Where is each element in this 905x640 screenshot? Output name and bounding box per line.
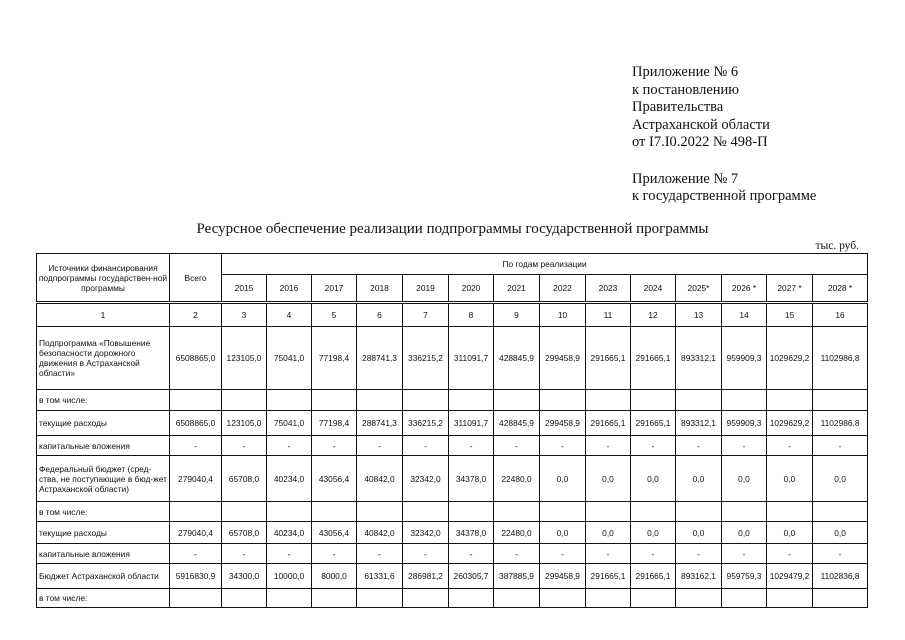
row-source-label: в том числе: [37,502,170,522]
year-value: 40234,0 [267,522,312,544]
resource-table [36,253,868,608]
year-value: 288741,3 [357,327,403,390]
year-value: 959909,3 [722,411,767,436]
head-total: Всего [170,254,222,303]
year-value: 299458,9 [540,411,586,436]
year-value: 0,0 [676,522,722,544]
year-value: 0,0 [631,456,676,502]
year-value [767,589,813,608]
year-value: 260305,7 [449,564,494,589]
year-value: 65708,0 [222,456,267,502]
year-value: 0,0 [540,456,586,502]
year-value [813,502,868,522]
year-value: - [312,436,357,456]
row-total: 5916830,9 [170,564,222,589]
column-number: 1 [37,303,170,327]
year-header: 2026 * [722,275,767,303]
year-value: - [357,544,403,564]
row-total [170,502,222,522]
year-value [540,589,586,608]
year-value [357,589,403,608]
year-value [767,502,813,522]
year-value: - [403,436,449,456]
row-total [170,390,222,411]
row-total: 279040,4 [170,522,222,544]
year-value [494,502,540,522]
year-value: - [267,436,312,456]
year-header: 2015 [222,275,267,303]
year-value: 291665,1 [631,564,676,589]
year-value: 61331,6 [357,564,403,589]
year-value: - [267,544,312,564]
header-line-2: к постановлению [632,81,740,98]
year-value [267,589,312,608]
year-value: 0,0 [631,522,676,544]
year-value [813,589,868,608]
year-value: 311091,7 [449,327,494,390]
column-number: 11 [586,303,631,327]
year-value: - [722,436,767,456]
year-value: 1029479,2 [767,564,813,589]
row-source-label: Подпрограмма «Повышение безопасности дорожного движения в Астраханской области» [37,327,170,390]
row-source-label: капитальные вложения [37,436,170,456]
row-source-label: Бюджет Астраханской области [37,564,170,589]
year-value [403,502,449,522]
year-value: 0,0 [676,456,722,502]
year-value: 299458,9 [540,327,586,390]
year-value: 959759,3 [722,564,767,589]
year-value [540,502,586,522]
year-value: 291665,1 [586,564,631,589]
year-value: - [403,544,449,564]
year-header: 2021 [494,275,540,303]
column-number: 10 [540,303,586,327]
column-number: 15 [767,303,813,327]
table-row [37,327,868,390]
year-value: 40234,0 [267,456,312,502]
year-value [449,390,494,411]
row-source-label: капитальные вложения [37,544,170,564]
year-value: - [449,544,494,564]
year-header: 2024 [631,275,676,303]
header-line-4: Астраханской области [632,116,770,133]
year-value [494,589,540,608]
row-total: 6508865,0 [170,327,222,390]
year-value: - [540,436,586,456]
year-value: 0,0 [722,456,767,502]
appendix-header [632,64,816,206]
year-value: 10000,0 [267,564,312,589]
year-value: 77198,4 [312,327,357,390]
row-total [170,589,222,608]
year-value: - [357,436,403,456]
table-row [37,456,868,502]
year-value [222,390,267,411]
year-value: - [676,544,722,564]
year-value: 123105,0 [222,327,267,390]
year-value: 0,0 [813,522,868,544]
units-label: тыс. руб. [815,240,859,252]
year-value: 291665,1 [631,327,676,390]
year-value: 893312,1 [676,327,722,390]
year-value: 0,0 [586,522,631,544]
year-value: 288741,3 [357,411,403,436]
year-value: 40842,0 [357,522,403,544]
head-years-group: По годам реализации [222,254,868,275]
year-header: 2020 [449,275,494,303]
year-value: 0,0 [722,522,767,544]
year-value: 1029629,2 [767,411,813,436]
column-number: 13 [676,303,722,327]
column-number: 16 [813,303,868,327]
year-value: - [631,436,676,456]
row-source-label: в том числе: [37,589,170,608]
row-total: 279040,4 [170,456,222,502]
year-value: 40842,0 [357,456,403,502]
header-line-3: Правительства [632,99,724,115]
year-value: 893312,1 [676,411,722,436]
year-value: 32342,0 [403,456,449,502]
year-value: - [813,544,868,564]
year-value: - [676,436,722,456]
year-value [449,502,494,522]
header2-line-2: к государственной программе [632,188,817,204]
table-row [37,436,868,456]
year-value: 123105,0 [222,411,267,436]
year-value: - [586,436,631,456]
year-value [357,390,403,411]
column-number: 14 [722,303,767,327]
year-value: 43056,4 [312,456,357,502]
year-value: - [813,436,868,456]
year-value: - [222,436,267,456]
head-source: Источники финансирования подпрограммы государствен-ной программы [37,254,170,303]
year-value [631,390,676,411]
year-value [312,589,357,608]
year-value: 336215,2 [403,327,449,390]
document-title: Ресурсное обеспечение реализации подпрограммы государственной программы [196,221,709,237]
year-value [312,390,357,411]
year-header: 2022 [540,275,586,303]
year-value [767,390,813,411]
year-value: 1102986,8 [813,411,868,436]
year-value [403,390,449,411]
header-line-1: Приложение № 6 [632,64,739,80]
year-value: 22480,0 [494,522,540,544]
year-value [722,390,767,411]
year-value: - [494,544,540,564]
table-row [37,564,868,589]
year-header: 2027 * [767,275,813,303]
year-value: 34378,0 [449,456,494,502]
year-value [267,502,312,522]
year-value: 32342,0 [403,522,449,544]
year-value: 1102986,8 [813,327,868,390]
year-value [722,589,767,608]
year-value: - [494,436,540,456]
year-value: 299458,9 [540,564,586,589]
year-header: 2019 [403,275,449,303]
year-value: - [222,544,267,564]
year-value: 34300,0 [222,564,267,589]
year-value: 8000,0 [312,564,357,589]
year-value: - [449,436,494,456]
year-value: 291665,1 [586,327,631,390]
year-value: - [586,544,631,564]
column-number: 7 [403,303,449,327]
year-value: 43056,4 [312,522,357,544]
year-value [586,502,631,522]
table-row [37,522,868,544]
year-value [586,390,631,411]
table-row [37,544,868,564]
year-value [540,390,586,411]
year-value: - [631,544,676,564]
column-number: 12 [631,303,676,327]
year-value [631,502,676,522]
year-value [449,589,494,608]
year-value: 34378,0 [449,522,494,544]
year-header: 2017 [312,275,357,303]
year-value: 65708,0 [222,522,267,544]
year-value: - [767,436,813,456]
year-value: 387885,9 [494,564,540,589]
year-value [494,390,540,411]
year-value: 77198,4 [312,411,357,436]
column-number: 8 [449,303,494,327]
year-value: 0,0 [767,522,813,544]
year-value: 75041,0 [267,327,312,390]
year-header: 2025* [676,275,722,303]
table-row [37,411,868,436]
row-source-label: текущие расходы [37,411,170,436]
year-value [676,390,722,411]
year-value [722,502,767,522]
header2-line-1: Приложение № 7 [632,170,739,187]
row-source-label: текущие расходы [37,522,170,544]
table-row [37,589,868,608]
year-value: - [722,544,767,564]
year-header: 2028 * [813,275,868,303]
year-value: 0,0 [813,456,868,502]
year-value [676,589,722,608]
table-row [37,502,868,522]
year-value [267,390,312,411]
row-source-label: в том числе: [37,390,170,411]
year-value: 0,0 [540,522,586,544]
year-value [631,589,676,608]
year-header: 2016 [267,275,312,303]
year-value: 428845,9 [494,411,540,436]
year-value: 22480,0 [494,456,540,502]
year-value: 0,0 [586,456,631,502]
year-value [586,589,631,608]
year-value: 336215,2 [403,411,449,436]
year-value [312,502,357,522]
year-value: 286981,2 [403,564,449,589]
header-line-5: от I7.I0.2022 № 498-П [632,134,768,150]
year-header: 2023 [586,275,631,303]
column-number: 5 [312,303,357,327]
year-value: - [767,544,813,564]
year-value: 1029629,2 [767,327,813,390]
column-number: 9 [494,303,540,327]
year-header: 2018 [357,275,403,303]
year-value [813,390,868,411]
year-value: - [540,544,586,564]
year-value: 893162,1 [676,564,722,589]
row-total: - [170,436,222,456]
row-total: - [170,544,222,564]
year-value [403,589,449,608]
column-number: 2 [170,303,222,327]
year-value: 428845,9 [494,327,540,390]
year-value: 311091,7 [449,411,494,436]
year-value: 0,0 [767,456,813,502]
year-value: 75041,0 [267,411,312,436]
year-value [357,502,403,522]
column-number: 3 [222,303,267,327]
row-source-label: Федеральный бюджет (сред-ства, не поступающие в бюд-жет Астраханской области) [37,456,170,502]
table-row [37,390,868,411]
year-value: 1102836,8 [813,564,868,589]
year-value [222,589,267,608]
column-number: 4 [267,303,312,327]
year-value: 291665,1 [586,411,631,436]
year-value [222,502,267,522]
row-total: 6508865,0 [170,411,222,436]
column-number: 6 [357,303,403,327]
year-value: 291665,1 [631,411,676,436]
year-value [676,502,722,522]
year-value: 959909,3 [722,327,767,390]
year-value: - [312,544,357,564]
